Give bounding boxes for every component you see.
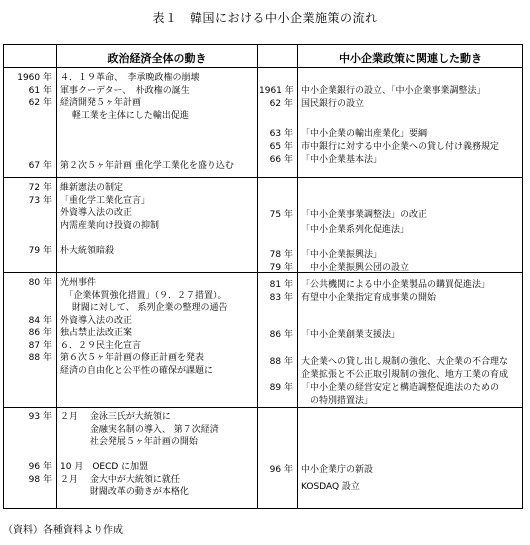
right-year: 83 年 <box>269 293 293 303</box>
right-policy: 「中小企業創業支援法」 <box>301 330 401 340</box>
header-divider <box>4 67 522 68</box>
left-event: 外資導入法の改正 <box>60 208 133 218</box>
policy-timeline-table <box>3 44 523 509</box>
left-event: 独占禁止法改正案 <box>60 328 133 338</box>
right-policy: 中小企業庁の新設 <box>301 465 374 475</box>
left-event: 10 月 OECD に加盟 <box>60 462 149 472</box>
left-year: 98 年 <box>28 474 52 485</box>
left-year: 72 年 <box>28 183 52 193</box>
row-divider-1 <box>4 177 522 178</box>
left-year: 1960 年 <box>17 73 52 83</box>
center-divider <box>257 45 258 508</box>
right-year: 86 年 <box>269 330 293 340</box>
right-year: 63 年 <box>269 129 293 139</box>
left-event: 財閥改革の動きが本格化 <box>60 487 189 497</box>
right-policy: KOSDAQ 設立 <box>301 482 360 492</box>
right-policy: 「公共機関による中小企業製品の購買促進法」 <box>301 280 491 290</box>
left-event: 財閥に対して、 系列企業の整理の通告 <box>60 303 228 313</box>
right-year: 79 年 <box>269 263 293 273</box>
right-year: 62 年 <box>269 99 293 109</box>
header-right: 中小企業政策に関連した動き <box>339 52 482 65</box>
left-year: 87 年 <box>28 340 52 351</box>
left-year: 96 年 <box>28 462 52 472</box>
left-event: 維新憲法の制定 <box>60 183 124 193</box>
right-year: 65 年 <box>269 142 293 152</box>
right-year: 96 年 <box>269 465 293 475</box>
right-year: 75 年 <box>269 210 293 220</box>
left-event: 金融実名制の導入、 第７次経済 <box>60 424 219 435</box>
left-year: 88 年 <box>28 353 52 363</box>
left-event: 「重化学工業化宣言」 <box>60 195 151 206</box>
right-policy: 「中小企業振興法」 <box>301 250 383 260</box>
right-policy: 市中銀行に対する中小企業への貸し付け義務規定 <box>301 142 500 152</box>
right-policy: 企業拡張と不公正取引規制の強化、地方工業の育成 <box>301 370 509 380</box>
left-event: 外資導入法の改正 <box>60 315 133 326</box>
right-policy: 有望中小企業指定育成事業の開始 <box>301 293 437 303</box>
left-year: 86 年 <box>28 328 52 338</box>
right-policy: 「中小企業事業調整法」の改正 <box>301 210 428 220</box>
left-event: 軍事クーデター、 朴政権の誕生 <box>60 85 190 96</box>
right-policy: 中小企業振興公団の設立 <box>301 263 410 273</box>
left-year: 84 年 <box>28 315 52 326</box>
row-divider-3 <box>4 407 522 408</box>
left-event: 光州事件 <box>60 278 97 288</box>
left-year-divider <box>56 45 57 508</box>
right-policy: 「中小企業系列化促進法」 <box>301 225 410 235</box>
left-event: 社会発展５ヶ年計画の開始 <box>60 437 198 447</box>
right-year: 88 年 <box>269 357 293 367</box>
right-policy: 国民銀行の設立 <box>301 99 365 109</box>
left-event: ４．１９革命、 李承晩政権の崩壊 <box>60 73 200 83</box>
left-event: 経済開発５ヶ年計画 <box>60 98 142 108</box>
left-year: 62 年 <box>28 98 52 108</box>
left-year: 61 年 <box>28 85 52 96</box>
right-year: 89 年 <box>269 383 293 393</box>
left-event: 経済の自由化と公平性の確保が課題に <box>60 365 214 376</box>
right-year: 66 年 <box>269 155 293 165</box>
left-event: 第２次５ヶ年計画 重化学工業化を盛り込む <box>60 160 234 171</box>
left-event: ２月 金泳三氏が大統領に <box>60 412 171 422</box>
left-event: 朴大統領暗殺 <box>60 245 115 256</box>
right-policy: 中小企業銀行の設立、「中小企業事業調整法」 <box>301 86 486 96</box>
right-year: 78 年 <box>269 250 293 260</box>
source-footnote: （資料）各種資料より作成 <box>3 525 123 536</box>
left-year: 73 年 <box>28 195 52 206</box>
right-year: 81 年 <box>269 280 293 290</box>
right-policy: 「中小企業の輸出産業化」要綱 <box>301 129 428 139</box>
left-year: 80 年 <box>28 278 52 288</box>
right-policy: 大企業への貸し出し規制の強化、大企業の不合理な <box>301 357 509 367</box>
left-event: ２月 金大中が大統領に就任 <box>60 474 180 485</box>
left-year: 93 年 <box>28 412 52 422</box>
right-policy: 「中小企業の経営安定と構造調整促進法のための <box>301 383 500 393</box>
right-policy: 「中小企業基本法」 <box>301 155 383 165</box>
right-policy: の特別措置法」 <box>301 396 374 406</box>
left-year: 67 年 <box>28 160 52 171</box>
left-event: 軽工業を主体にした輸出促進 <box>60 110 189 121</box>
right-year: 1961 年 <box>259 86 294 96</box>
left-event: 内需産業向け投資の抑制 <box>60 220 160 231</box>
left-event: 第６次５ヶ年計画の修正計画を発表 <box>60 353 205 363</box>
left-event: 「企業体質強化措置」（９．２７措置）。 <box>60 290 227 301</box>
table-title: 表１ 韓国における中小企業施策の流れ <box>152 11 378 25</box>
left-year: 79 年 <box>28 245 52 256</box>
header-left: 政治経済全体の動き <box>107 52 207 65</box>
left-event: ６．２９民主化宣言 <box>60 340 142 351</box>
right-year-divider <box>297 45 298 508</box>
